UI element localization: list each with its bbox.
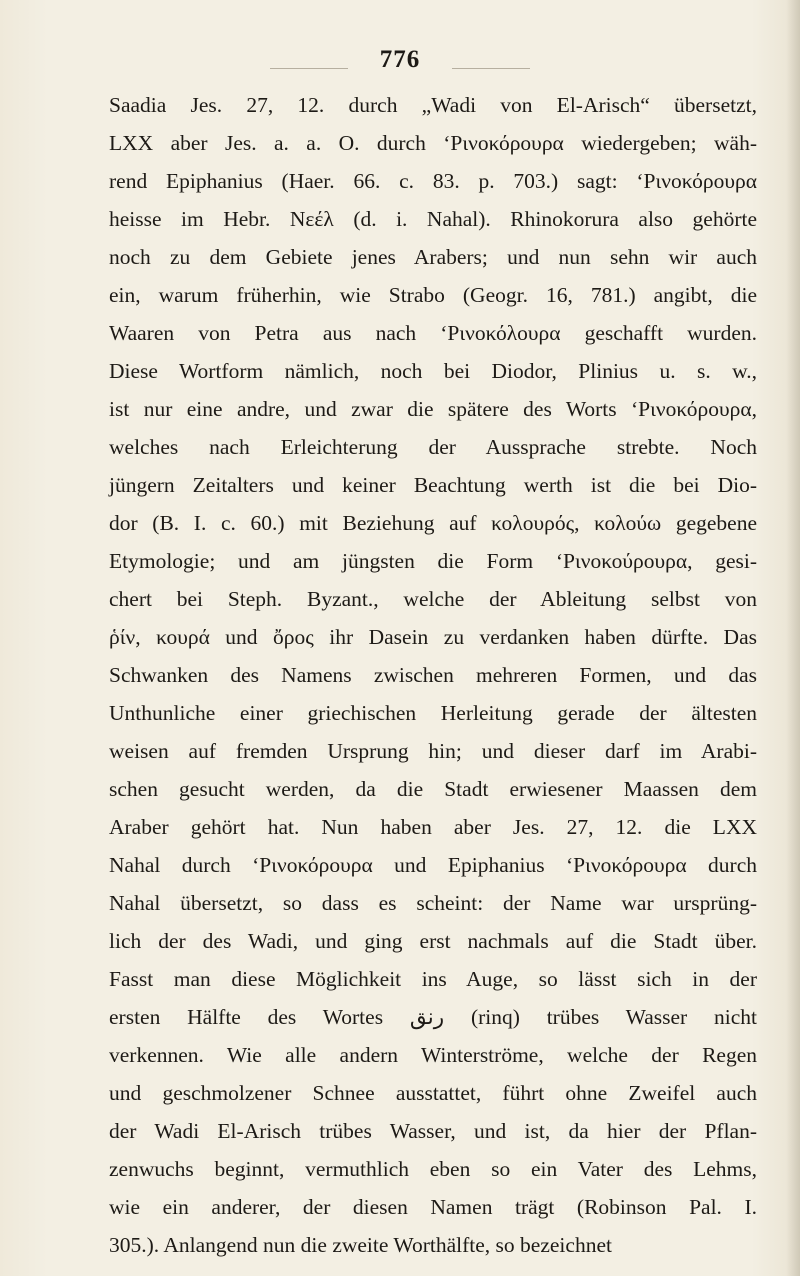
text-line: ῥίν, κουρά und ὄρος ihr Dasein zu verdanken haben dürfte. Das [109, 625, 757, 649]
text-line: chert bei Steph. Byzant., welche der Ableitung selbst von [109, 587, 757, 611]
header-rule-right [452, 68, 530, 69]
text-line: ist nur eine andre, und zwar die spätere des Worts ‘Ρινοκόρουρα, [109, 397, 757, 421]
text-line: LXX aber Jes. a. a. O. durch ‘Ρινοκόρουρα wiedergeben; wäh- [109, 131, 757, 155]
text-line: jüngern Zeitalters und keiner Beachtung werth ist die bei Dio- [109, 473, 757, 497]
text-line: Etymologie; und am jüngsten die Form ‘Ρινοκούρουρα, gesi- [109, 549, 757, 573]
text-line: Diese Wortform nämlich, noch bei Diodor, Plinius u. s. w., [109, 359, 757, 383]
body-text [109, 86, 757, 1264]
text-line: der Wadi El-Arisch trübes Wasser, und ist, da hier der Pflan- [109, 1119, 757, 1143]
text-line: rend Epiphanius (Haer. 66. c. 83. p. 703.) sagt: ‘Ρινοκόρουρα [109, 169, 757, 193]
text-line: lich der des Wadi, und ging erst nachmals auf die Stadt über. [109, 929, 757, 953]
text-line: ein, warum früherhin, wie Strabo (Geogr. 16, 781.) angibt, die [109, 283, 757, 307]
text-line: Fasst man diese Möglichkeit ins Auge, so lässt sich in der [109, 967, 757, 991]
text-line: ersten Hälfte des Wortes رنق (rinq) trübes Wasser nicht [109, 1005, 757, 1029]
text-line: heisse im Hebr. Νεέλ (d. i. Nahal). Rhinokorura also gehörte [109, 207, 757, 231]
text-line: weisen auf fremden Ursprung hin; und dieser darf im Arabi- [109, 739, 757, 763]
text-line: und geschmolzener Schnee ausstattet, führt ohne Zweifel auch [109, 1081, 757, 1105]
text-line: Waaren von Petra aus nach ‘Ρινοκόλουρα geschafft wurden. [109, 321, 757, 345]
text-line: verkennen. Wie alle andern Winterströme, welche der Regen [109, 1043, 757, 1067]
text-line: Unthunliche einer griechischen Herleitung gerade der ältesten [109, 701, 757, 725]
text-line: Saadia Jes. 27, 12. durch „Wadi von El-Arisch“ übersetzt, [109, 93, 757, 117]
text-line: noch zu dem Gebiete jenes Arabers; und nun sehn wir auch [109, 245, 757, 269]
text-line: zenwuchs beginnt, vermuthlich eben so ein Vater des Lehms, [109, 1157, 757, 1181]
text-line: Araber gehört hat. Nun haben aber Jes. 27, 12. die LXX [109, 815, 757, 839]
page-number: 776 [379, 46, 421, 73]
text-line: schen gesucht werden, da die Stadt erwiesener Maassen dem [109, 777, 757, 801]
text-line: Nahal übersetzt, so dass es scheint: der Name war ursprüng- [109, 891, 757, 915]
page-header [270, 46, 530, 78]
text-line: Nahal durch ‘Ρινοκόρουρα und Epiphanius ‘Ρινοκόρουρα durch [109, 853, 757, 877]
text-line: dor (B. I. c. 60.) mit Beziehung auf κολουρός, κολούω gegebene [109, 511, 757, 535]
text-line: Schwanken des Namens zwischen mehreren Formen, und das [109, 663, 757, 687]
text-line: 305.). Anlangend nun die zweite Worthälfte, so bezeichnet [109, 1233, 612, 1257]
text-line: wie ein anderer, der diesen Namen trägt (Robinson Pal. I. [109, 1195, 757, 1219]
text-line: welches nach Erleichterung der Aussprache strebte. Noch [109, 435, 757, 459]
page-edge-shadow [786, 0, 800, 1276]
